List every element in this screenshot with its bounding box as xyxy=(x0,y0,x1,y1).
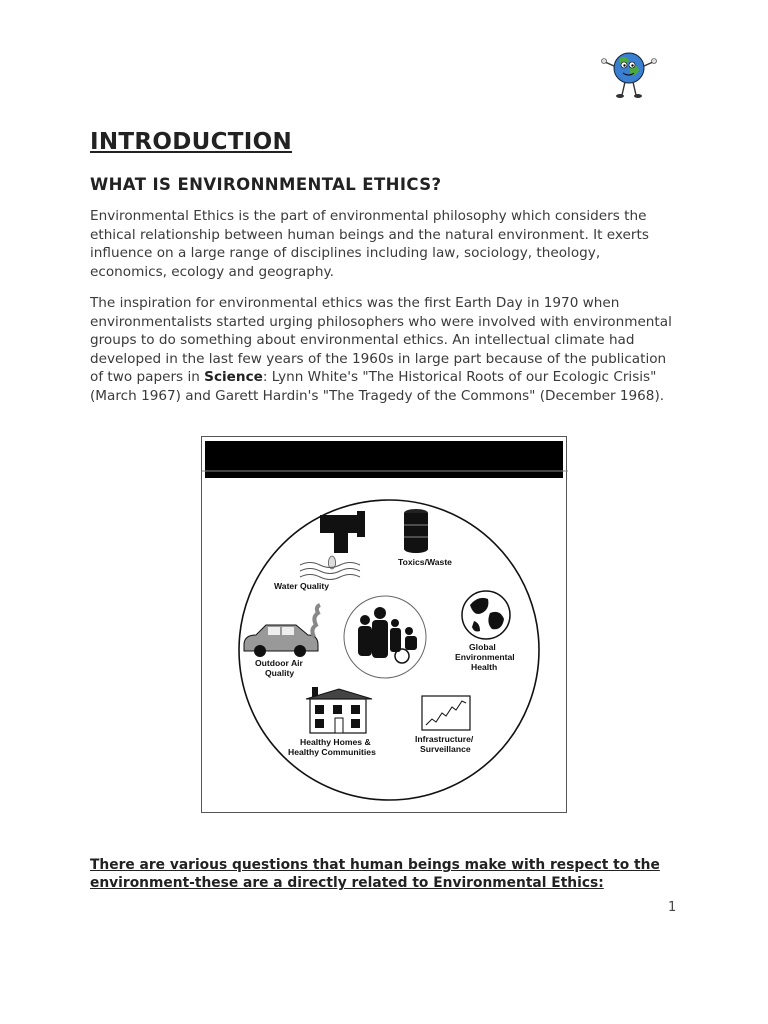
page-title: INTRODUCTION xyxy=(90,129,293,155)
earth-mascot-icon xyxy=(600,46,658,102)
label-homes-1: Healthy Homes & xyxy=(300,737,371,747)
chart-icon xyxy=(422,696,470,730)
environmental-health-figure xyxy=(201,436,567,813)
section-heading: WHAT IS ENVIRONNMENTAL ETHICS? xyxy=(90,175,442,194)
label-infra-1: Infrastructure/ xyxy=(415,734,474,744)
label-infra-2: Surveillance xyxy=(420,744,471,754)
faucet-icon xyxy=(300,511,365,580)
paragraph-history-part1: The inspiration for environmental ethics was the first Earth Day in 1970 when environmentalists started urging philosophers who were involved with environmental groups to do something about environmental ethics. An intellectual climate had developed in the last few years of the 1960s in large part because of the publication of two papers in xyxy=(90,295,672,386)
paragraph-definition: Environmental Ethics is the part of environmental philosophy which considers the ethical relationship between human beings and the natural environment. It exerts influence on a large range of disciplines including law, sociology, theology, economics, ecology and geography. xyxy=(90,208,649,280)
paragraph-history xyxy=(90,294,680,406)
label-toxics-waste: Toxics/Waste xyxy=(398,557,452,567)
label-homes-2: Healthy Communities xyxy=(288,747,376,757)
paragraph-history-part2: : Lynn White's "The Historical Roots of our Ecologic Crisis" (March 1967) and Garett Hardin's "The Tragedy of the Commons" (December 1968). xyxy=(90,369,665,404)
journal-name: Science xyxy=(204,369,263,386)
label-outdoor-air-1: Outdoor Air xyxy=(255,658,303,668)
label-outdoor-air-2: Quality xyxy=(265,668,295,678)
globe-icon xyxy=(462,591,510,639)
car-icon xyxy=(244,605,320,657)
family-icon xyxy=(358,607,417,663)
page-number: 1 xyxy=(668,900,677,915)
house-icon xyxy=(306,687,372,733)
label-global-2: Environmental xyxy=(455,652,515,662)
question-heading: There are various questions that human beings make with respect to the environment-these are a directly related to Environmental Ethics: xyxy=(90,857,660,892)
label-global-1: Global xyxy=(469,642,496,652)
figure-diagram xyxy=(202,437,568,814)
barrel-icon xyxy=(404,509,428,553)
label-global-3: Health xyxy=(471,662,498,672)
label-water-quality: Water Quality xyxy=(274,581,330,591)
